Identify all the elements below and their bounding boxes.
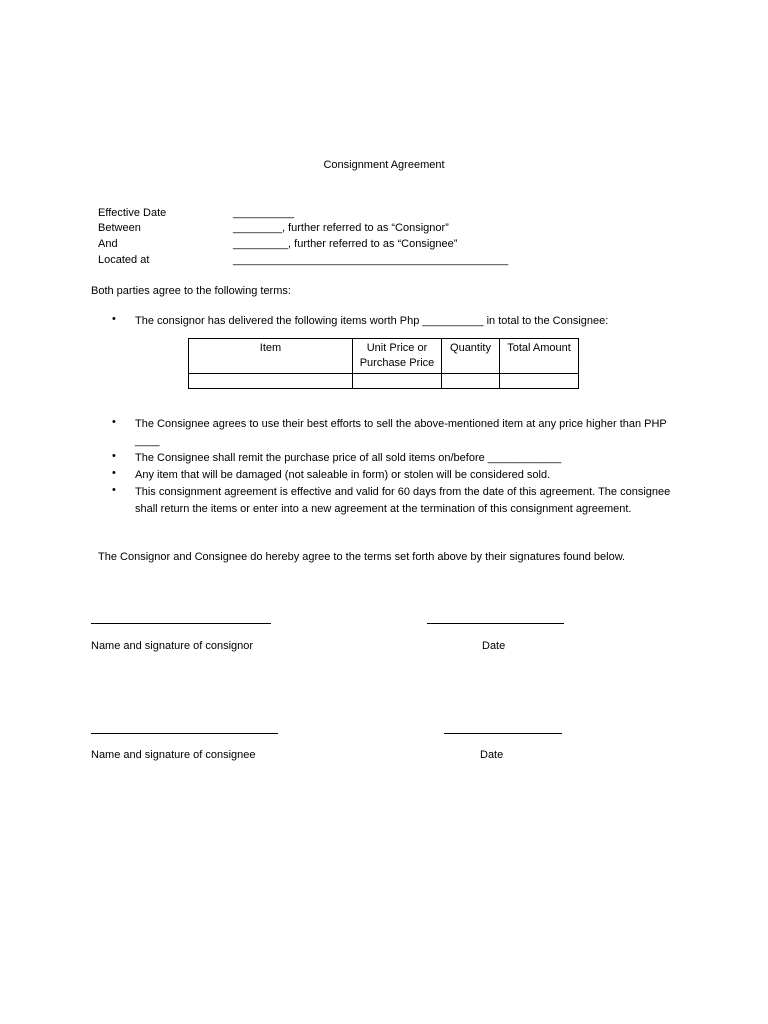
located-at-value: _____________________________________________ bbox=[233, 254, 509, 266]
term-remit-payment: The Consignee shall remit the purchase price of all sold items on/before ____________ bbox=[135, 452, 562, 464]
consignee-signature-label: Name and signature of consignee bbox=[91, 749, 256, 761]
terms-intro: Both parties agree to the following terms: bbox=[91, 285, 291, 297]
table-cell bbox=[353, 374, 442, 389]
closing-statement: The Consignor and Consignee do hereby agree to the terms set forth above by their signatures found below. bbox=[98, 551, 626, 563]
table-row bbox=[189, 374, 579, 389]
term-validity: This consignment agreement is effective and valid for 60 days from the date of this agreement. The consignee shall return the items or enter into a new agreement at the termination of this consignment agreement. bbox=[135, 486, 671, 515]
table-cell bbox=[189, 374, 353, 389]
consignee-date-line bbox=[444, 733, 562, 734]
header-unit-price: Unit Price or Purchase Price bbox=[353, 339, 442, 374]
first-term: The consignor has delivered the following items worth Php __________ in total to the Consignee: bbox=[135, 315, 609, 327]
consignee-date-label: Date bbox=[480, 749, 504, 761]
bullet-marker: • bbox=[112, 313, 116, 325]
bullet-marker: • bbox=[112, 467, 116, 479]
term-damaged-items: Any item that will be damaged (not saleable in form) or stolen will be considered sold. bbox=[135, 469, 551, 481]
items-table bbox=[188, 338, 579, 389]
header-total-amount: Total Amount bbox=[500, 339, 579, 374]
table-cell bbox=[442, 374, 500, 389]
header-item: Item bbox=[189, 339, 353, 374]
located-at-label: Located at bbox=[98, 254, 150, 266]
and-value: _________, further referred to as “Consignee” bbox=[233, 238, 458, 250]
effective-date-label: Effective Date bbox=[98, 207, 167, 219]
between-value: ________, further referred to as “Consignor” bbox=[233, 222, 449, 234]
document-title: Consignment Agreement bbox=[323, 159, 445, 171]
consignor-date-line bbox=[427, 623, 564, 624]
bullet-marker: • bbox=[112, 450, 116, 462]
table-header-row bbox=[189, 339, 579, 374]
bullet-marker: • bbox=[112, 484, 116, 496]
header-quantity: Quantity bbox=[442, 339, 500, 374]
consignor-signature-label: Name and signature of consignor bbox=[91, 640, 254, 652]
table-cell bbox=[500, 374, 579, 389]
term-min-price: The Consignee agrees to use their best efforts to sell the above-mentioned item at any price higher than PHP ____ bbox=[135, 418, 667, 447]
effective-date-value: __________ bbox=[233, 207, 295, 219]
between-label: Between bbox=[98, 222, 141, 234]
consignee-signature-line bbox=[91, 733, 278, 734]
consignor-date-label: Date bbox=[482, 640, 506, 652]
and-label: And bbox=[98, 238, 118, 250]
consignor-signature-line bbox=[91, 623, 271, 624]
bullet-marker: • bbox=[112, 416, 116, 428]
